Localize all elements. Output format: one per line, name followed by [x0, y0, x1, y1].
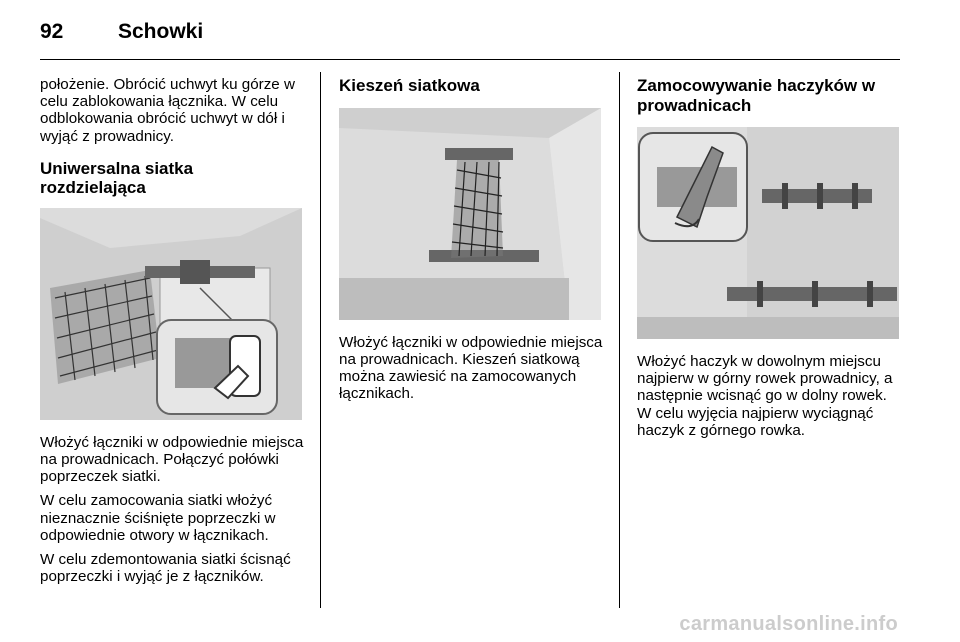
- column-2: [339, 76, 605, 402]
- column-divider-2: [619, 72, 620, 608]
- col1-paragraph-2: W celu zamocowania siatki włożyć nieznacznie ściśnięte poprzeczki w odpowiednie otwory w łącznikach.: [40, 492, 276, 544]
- col3-paragraph-1: Włożyć haczyk w dowolnym miejscu najpierw w górny rowek prowadnicy, a następnie wcisnąć go w dolny rowek. W celu wyjęcia najpierw wyciągnąć haczyk z górnego rowka.: [637, 353, 893, 439]
- universal-net-illustration: [40, 208, 302, 420]
- page-title: Schowki: [118, 20, 204, 43]
- net-pocket-illustration: [339, 108, 601, 320]
- column-1: [40, 76, 306, 585]
- col1-paragraph-3: W celu zdemontowania siatki ścisnąć poprzeczki i wyjąć je z łączników.: [40, 551, 291, 586]
- col2-paragraph-1: Włożyć łączniki w odpowiednie miejsca na prowadnicach. Kieszeń siatkową można zawiesić na zamocowanych łącznikach.: [339, 333, 603, 403]
- header-rule: [40, 59, 900, 60]
- watermark: carmanualsonline.info: [679, 613, 898, 635]
- col1-paragraph-1: Włożyć łączniki w odpowiednie miejsca na prowadnicach. Połączyć połówki poprzeczek siatki.: [40, 433, 304, 486]
- column-3: [637, 76, 903, 439]
- col2-heading: Kieszeń siatkowa: [339, 76, 480, 95]
- col3-heading: Zamocowywanie haczyków w prowadnicach: [637, 76, 876, 115]
- col1-intro: położenie. Obrócić uchwyt ku górze w celu zablokowania łącznika. W celu odblokowania obrócić uchwyt w dół i wyjąć z prowadnicy.: [40, 76, 295, 145]
- page-number: 92: [40, 20, 64, 43]
- hook-mounting-illustration: [637, 127, 899, 339]
- col1-heading: Uniwersalna siatka rozdzielająca: [40, 158, 194, 198]
- column-divider-1: [320, 72, 321, 608]
